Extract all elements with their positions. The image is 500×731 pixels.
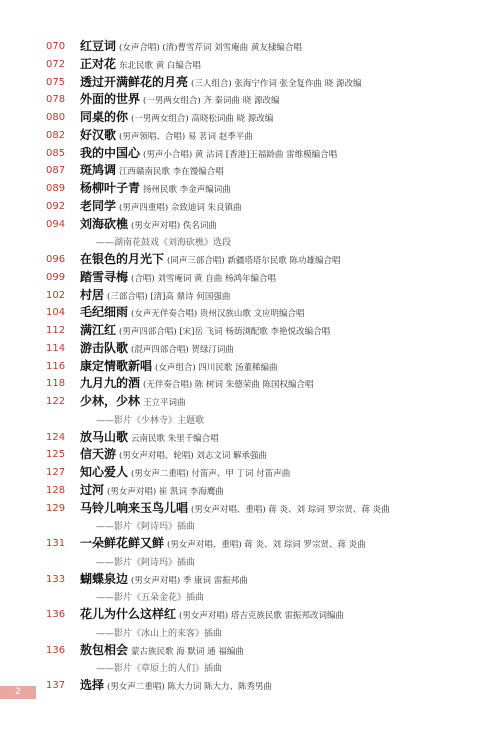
toc-page-number: 072 <box>46 58 66 70</box>
toc-entry <box>0 482 500 500</box>
toc-song-credits: (女声组合) 四川民歌 汤董稀编曲 <box>155 362 278 373</box>
toc-song-title: 游击队歌 <box>80 340 129 355</box>
toc-entry <box>0 429 500 447</box>
toc-page-number: 104 <box>46 307 66 319</box>
toc-song-credits: (无伴奏合唱) 陈 树词 朱德荣曲 陈国权编合唱 <box>143 380 314 391</box>
toc-entry <box>0 251 500 269</box>
toc-song-credits: (男女声对唱、轮唱) 刘志文词 解承强曲 <box>119 451 268 462</box>
toc-page-number: 094 <box>46 218 66 230</box>
toc-song-title: 放马山歌 <box>80 429 129 444</box>
toc-page-number: 099 <box>46 271 66 283</box>
toc-entry <box>0 109 500 127</box>
toc-song-title: 我的中国心 <box>80 145 141 160</box>
toc-entry <box>0 74 500 92</box>
toc-song-title: 同桌的你 <box>80 110 129 124</box>
toc-entry <box>0 38 500 56</box>
toc-song-title: 刘海砍樵 <box>80 216 129 231</box>
toc-page-number: 125 <box>46 449 66 461</box>
page-number-badge: 2 <box>0 686 36 699</box>
toc-song-title: 杨柳叶子青 <box>80 181 141 195</box>
toc-page-number: 116 <box>46 360 66 372</box>
toc-note: ——影片《阿诗玛》插曲 <box>96 522 196 533</box>
toc-entry <box>0 340 500 358</box>
toc-song-credits: 扬州民歌 李金声编词曲 <box>143 185 231 195</box>
toc-song-credits: (男女声二重唱) 付笛声、甲 丁词 付笛声曲 <box>131 469 291 479</box>
toc-page-number: 137 <box>46 680 66 691</box>
toc-song-title: 在银色的月光下 <box>80 252 165 266</box>
toc-entry <box>0 446 500 464</box>
toc-song-title: 知心爱人 <box>80 465 129 479</box>
toc-entry <box>0 322 500 340</box>
toc-page-number: 078 <box>46 94 66 106</box>
toc-note-row <box>0 588 500 606</box>
toc-page-number: 080 <box>46 112 66 123</box>
toc-page-number: 112 <box>46 325 66 336</box>
toc-entry <box>0 162 500 180</box>
toc-entry <box>0 606 500 624</box>
toc-song-title: 毛纪细雨 <box>80 305 129 320</box>
toc-note-row <box>0 624 500 642</box>
toc-entry <box>0 393 500 411</box>
toc-entry <box>0 500 500 518</box>
toc-song-credits: (男声领唱、合唱) 易 茗词 赵季平曲 <box>119 131 253 142</box>
toc-song-title: 选择 <box>80 678 105 692</box>
toc-song-title: 花儿为什么这样红 <box>80 607 177 621</box>
toc-entry <box>0 535 500 553</box>
toc-page-number: 089 <box>46 183 66 194</box>
toc-entry <box>0 464 500 482</box>
toc-page-number: 114 <box>46 342 66 354</box>
toc-page-number: 127 <box>46 467 66 478</box>
toc-note-row <box>0 411 500 429</box>
toc-song-title: 康定情歌新唱 <box>80 358 153 373</box>
toc-note: ——影片《阿诗玛》插曲 <box>96 557 196 568</box>
toc-song-title: 九月九的酒 <box>80 376 141 391</box>
toc-page-number: 128 <box>46 484 66 496</box>
toc-song-credits: (男女声对唱) 塔吉克族民歌 雷振邦改词编曲 <box>179 611 345 621</box>
toc-song-title: 一朵鲜花鲜又鲜 <box>80 536 165 550</box>
toc-note: ——湖南花鼓戏《刘海砍樵》选段 <box>96 238 232 249</box>
toc-song-credits: 东北民歌 黄 白编合唱 <box>119 60 201 71</box>
toc-song-credits: (男女声对唱、重唱) 蒋 炎、刘 琮词 罗宗贤、蒋 炎曲 <box>191 504 390 515</box>
toc-song-credits: (男女声对唱) 季 康词 雷振邦曲 <box>131 575 248 586</box>
toc-song-title: 敖包相会 <box>80 642 129 657</box>
toc-entry <box>0 375 500 393</box>
toc-note-row <box>0 553 500 571</box>
toc-song-title: 马铃儿响来玉鸟儿唱 <box>80 500 189 515</box>
toc-song-credits: (男声小合唱) 黄 沾词 [香港]王福龄曲 雷维模编合唱 <box>143 149 338 160</box>
toc-entry <box>0 358 500 376</box>
toc-song-title: 村居 <box>80 287 105 302</box>
toc-page-number: 075 <box>46 76 66 88</box>
toc-song-credits: (男声四部合唱) [宋]岳 飞词 杨荫浏配歌 李艳悦改编合唱 <box>119 327 331 337</box>
toc-song-credits: 江西赣南民歌 李在馒编合唱 <box>119 167 224 178</box>
toc-entry <box>0 304 500 322</box>
toc-song-title: 信天游 <box>80 447 117 462</box>
toc-entry <box>0 180 500 198</box>
toc-song-credits: (混声四部合唱) 贺绿汀词曲 <box>131 344 234 355</box>
toc-entry <box>0 287 500 305</box>
toc-note: ——影片《少林寺》主题歌 <box>96 415 205 426</box>
toc-page-number: 122 <box>46 396 66 407</box>
toc-page-number: 118 <box>46 378 66 390</box>
toc-song-title: 过河 <box>80 482 105 497</box>
toc-song-title: 少林，少林 <box>80 394 141 408</box>
toc-note-row <box>0 517 500 535</box>
toc-entry <box>0 642 500 660</box>
toc-song-title: 斑鸠调 <box>80 163 117 178</box>
toc-page-number: 136 <box>46 609 66 620</box>
toc-page-number: 085 <box>46 147 66 159</box>
toc-song-title: 踏雪寻梅 <box>80 269 129 284</box>
toc-entry <box>0 127 500 145</box>
toc-page-number: 124 <box>46 431 66 443</box>
toc-song-credits: (一男两女组合) 高晓松词曲 晓 源改编 <box>131 114 274 124</box>
toc-entry <box>0 216 500 234</box>
toc-song-credits: 蒙古族民歌 海 默词 通 福编曲 <box>131 646 244 657</box>
toc-song-credits: (男声四重唱) 佘致迪词 朱良镇曲 <box>119 202 242 213</box>
toc-song-credits: (三人组合) 张海宁作词 张全复作曲 晓 源改编 <box>191 78 362 89</box>
toc-note-row <box>0 233 500 251</box>
toc-song-credits: 云南民歌 朱里千编合唱 <box>131 433 219 444</box>
toc-page-number: 092 <box>46 200 66 212</box>
toc-entry <box>0 91 500 109</box>
toc-song-title: 正对花 <box>80 56 117 71</box>
toc-page-number: 131 <box>46 538 66 549</box>
toc-page-number: 129 <box>46 502 66 514</box>
toc-page-number: 102 <box>46 289 66 301</box>
toc-entry <box>0 198 500 216</box>
toc-song-credits: 王立平词曲 <box>143 398 186 408</box>
toc-page-number: 133 <box>46 573 66 585</box>
toc-song-credits: (一男两女组合) 齐 秦词曲 晓 源改编 <box>143 96 280 107</box>
toc-page-number: 096 <box>46 254 66 265</box>
toc-note: ——影片《五朵金花》插曲 <box>96 593 205 604</box>
toc-page-number: 070 <box>46 41 66 52</box>
table-of-contents <box>0 38 500 695</box>
toc-song-credits: (女声无伴奏合唱) 贵州汉族山歌 文应明编合唱 <box>131 309 305 320</box>
toc-song-credits: (男女声对唱) 崔 凯词 李海鹰曲 <box>107 486 224 497</box>
toc-entry <box>0 56 500 74</box>
toc-song-title: 外面的世界 <box>80 92 141 107</box>
toc-entry <box>0 677 500 695</box>
toc-page-number: 136 <box>46 644 66 656</box>
toc-song-credits: (合唱) 刘雪庵词 黄 自曲 杨鸿年编合唱 <box>131 273 276 284</box>
toc-song-credits: (同声三部合唱) 新疆塔塔尔民歌 陈功雄编合唱 <box>167 256 341 266</box>
toc-song-title: 满江红 <box>80 323 117 337</box>
toc-entry <box>0 269 500 287</box>
toc-song-credits: (男女声对唱) 佚名词曲 <box>131 220 217 231</box>
toc-entry-content <box>80 677 440 697</box>
toc-note: ——影片《冰山上的来客》插曲 <box>96 628 223 639</box>
toc-song-title: 蝴蝶泉边 <box>80 571 129 586</box>
toc-page-number: 087 <box>46 165 66 177</box>
toc-song-credits: (男女声对唱、重唱) 蒋 炎、刘 琮词 罗宗贤、蒋 炎曲 <box>167 540 366 550</box>
toc-song-title: 透过开满鲜花的月亮 <box>80 74 189 89</box>
toc-page-number: 082 <box>46 129 66 141</box>
toc-song-credits: (三部合唱) [清]高 鼎诗 何国强曲 <box>107 291 231 302</box>
toc-song-title: 老同学 <box>80 198 117 213</box>
toc-note: ——影片《草原上的人们》插曲 <box>96 664 223 675</box>
toc-note-row <box>0 659 500 677</box>
toc-entry <box>0 145 500 163</box>
toc-song-title: 红豆词 <box>80 39 117 53</box>
toc-song-credits: (男女声二重唱) 陈大力词 陈大力、陈秀男曲 <box>107 682 273 692</box>
toc-entry <box>0 571 500 589</box>
toc-song-credits: (女声合唱) (清)曹雪芹词 刘雪庵曲 黄友棣编合唱 <box>119 43 302 53</box>
toc-song-title: 好汉歌 <box>80 127 117 142</box>
